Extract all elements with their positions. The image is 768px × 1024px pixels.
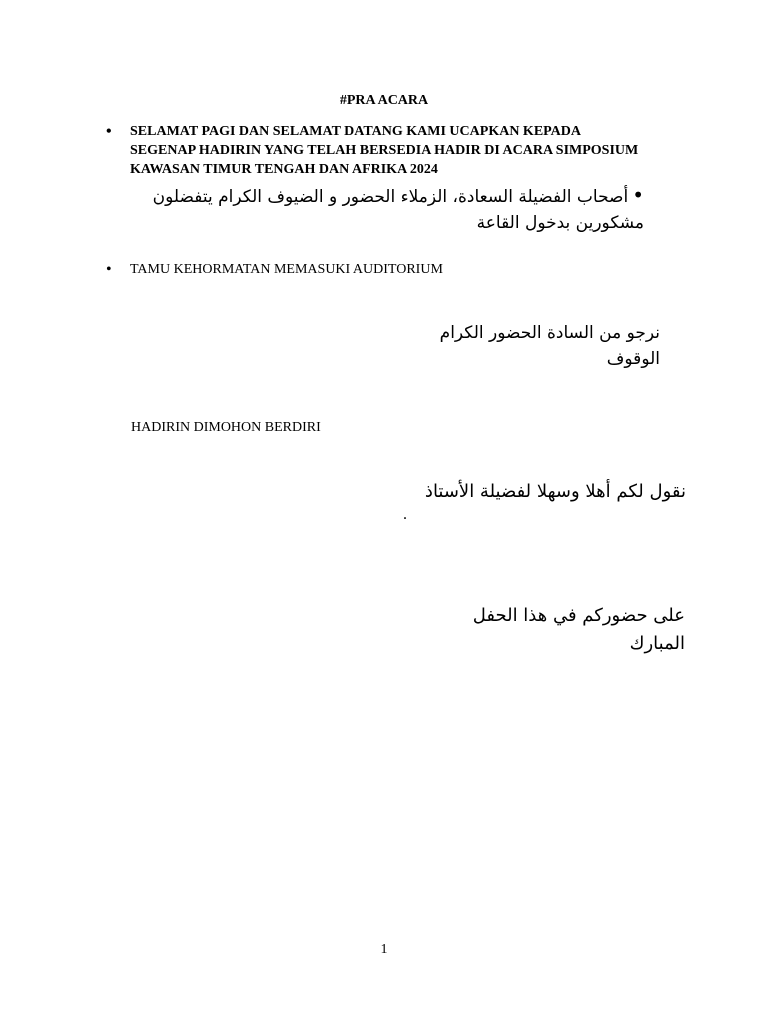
arabic-entry-text: أصحاب الفضيلة السعادة، الزملاء الحضور و الضيوف الكرام يتفضلون مشكورين بدخول القاعة	[152, 187, 644, 233]
list-item-arabic-entry	[88, 182, 644, 236]
arabic-standing-request: نرجو من السادة الحضور الكرام الوقوف	[439, 323, 660, 369]
list-item-welcome	[106, 122, 646, 179]
arabic-welcome-text: نقول لكم أهلا وسهلا لفضيلة الأستاذ	[424, 481, 686, 502]
list-item-text: TAMU KEHORMATAN MEMASUKI AUDITORIUM	[130, 262, 443, 277]
list-item-text: SELAMAT PAGI DAN SELAMAT DATANG KAMI UCAPKAN KEPADA SEGENAP HADIRIN YANG TELAH BERSEDIA HADIR DI ACARA SIMPOSIUM KAWASAN TIMUR TENGAH DAN AFRIKA 2024	[130, 124, 639, 177]
trailing-period: .	[403, 506, 407, 523]
bullet-icon: •	[106, 123, 112, 140]
list-item-guest-entering	[106, 260, 646, 279]
bullet-icon: •	[106, 261, 112, 278]
arabic-presence-text: على حضوركم في هذا الحفل المبارك	[472, 605, 685, 654]
bullet-icon: •	[632, 183, 644, 207]
page-number: 1	[380, 942, 388, 957]
standing-instruction: HADIRIN DIMOHON BERDIRI	[131, 420, 321, 435]
page-title: #PRA ACARA	[339, 93, 429, 108]
